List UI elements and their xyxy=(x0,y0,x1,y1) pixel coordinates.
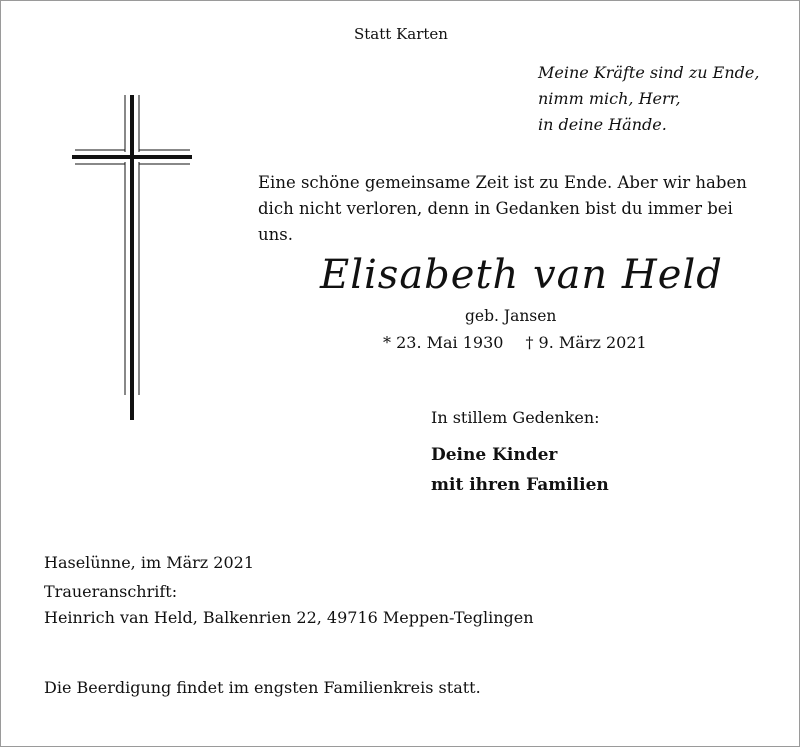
life-dates xyxy=(383,333,647,352)
mourners-line-2: mit ihren Familien xyxy=(431,475,609,495)
intro-text: Eine schöne gemeinsame Zeit ist zu Ende. Aber wir haben dich nicht verloren, denn in Gedanken bist du immer bei uns. xyxy=(258,173,747,244)
remembrance-heading: In stillem Gedenken: xyxy=(431,408,600,427)
mourners xyxy=(431,440,609,500)
notice-header: Statt Karten xyxy=(354,25,448,43)
mourning-address: Heinrich van Held, Balkenrien 22, 49716 Meppen-Teglingen xyxy=(44,608,534,627)
verse xyxy=(538,60,759,138)
birth-date: * 23. Mai 1930 xyxy=(383,333,504,352)
verse-line-3: in deine Hände. xyxy=(538,115,667,134)
deceased-name: Elisabeth van Held xyxy=(320,252,723,298)
funeral-note: Die Beerdigung findet im engsten Familienkreis statt. xyxy=(44,678,481,697)
death-date: † 9. März 2021 xyxy=(525,333,647,352)
verse-line-2: nimm mich, Herr, xyxy=(538,89,681,108)
address-label: Traueranschrift: xyxy=(44,582,178,601)
mourners-line-1: Deine Kinder xyxy=(431,445,558,465)
verse-line-1: Meine Kräfte sind zu Ende, xyxy=(538,63,760,82)
cross-icon xyxy=(70,90,195,425)
birth-name: geb. Jansen xyxy=(465,307,557,325)
place-date: Haselünne, im März 2021 xyxy=(44,553,255,572)
